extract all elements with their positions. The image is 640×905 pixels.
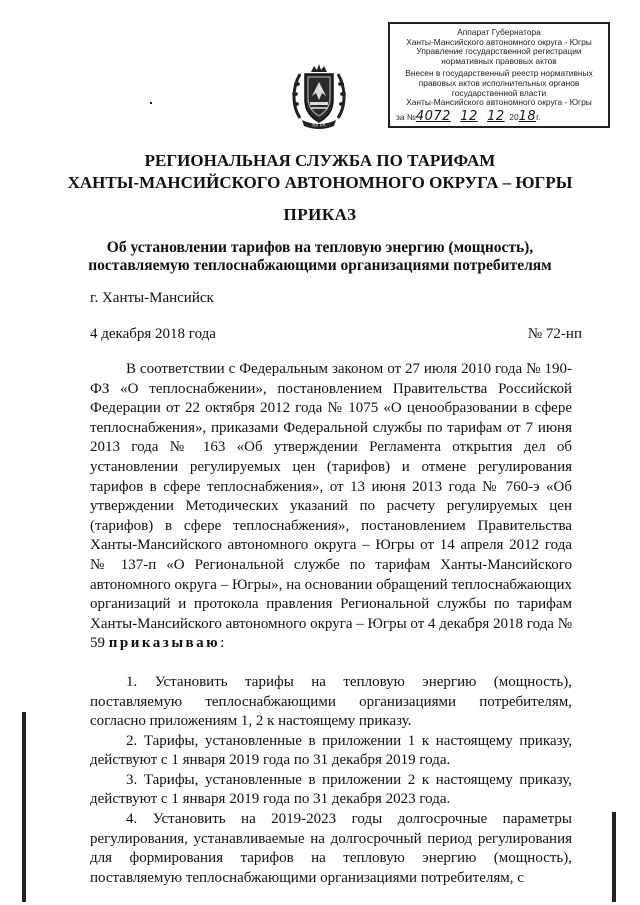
- order-item: 3. Тарифы, установленные в приложении 2 к настоящему приказу, действуют с 1 января 2019 года по 31 декабря 2023 года.: [90, 771, 572, 808]
- subject-line-1: Об установлении тарифов на тепловую энергию (мощность),: [106, 239, 534, 256]
- order-item: 2. Тарифы, установленные в приложении 1 к настоящему приказу, действуют с 1 января 2019 года по 31 декабря 2019 года.: [90, 732, 572, 769]
- order-item: 4. Установить на 2019-2023 годы долгосрочные параметры регулирования, устанавливаемые на долгосрочный период регулирования для формирования тарифов на тепловую энергию (мощность), поставляемую теплоснабжающими организациями потребителям, с: [90, 811, 572, 886]
- stamp-line: государственной власти: [451, 88, 547, 98]
- city: г. Ханты-Мансийск: [90, 290, 214, 306]
- stamp-reg-number: 4072: [415, 109, 451, 125]
- stamp-line: Ханты-Мансийского автономного округа - Югры: [406, 37, 592, 47]
- organization-name-line-1: РЕГИОНАЛЬНАЯ СЛУЖБА ПО ТАРИФАМ: [144, 151, 496, 170]
- stamp-line: нормативных правовых актов: [441, 56, 557, 66]
- order-word: приказываю: [108, 635, 221, 652]
- subject-line-2: поставляемую теплоснабжающими организациями потребителям: [88, 257, 552, 274]
- document-type: ПРИКАЗ: [283, 205, 357, 224]
- registration-stamp: [388, 22, 610, 128]
- organization-name-line-2: ХАНТЫ-МАНСИЙСКОГО АВТОНОМНОГО ОКРУГА – ЮГРЫ: [67, 173, 573, 192]
- stamp-reg-day: 12: [460, 109, 478, 125]
- stamp-line: правовых актов исполнительных органов: [418, 78, 580, 88]
- emblem-label: ЮГРА: [312, 123, 326, 129]
- scan-speck: [150, 102, 152, 104]
- stamp-line: Ханты-Мансийского автономного округа - Югры: [406, 98, 592, 108]
- order-item: 1. Установить тарифы на тепловую энергию (мощность), поставляемую теплоснабжающими организациями потребителям, согласно приложениям 1, 2 к настоящему приказу.: [90, 673, 572, 730]
- order-items: [90, 673, 572, 889]
- stamp-line: Аппарат Губернатора: [457, 28, 541, 37]
- scan-edge-mark: [22, 712, 26, 902]
- coat-of-arms-icon: [290, 60, 348, 132]
- document-date: 4 декабря 2018 года: [90, 326, 216, 342]
- stamp-reg-year: 18: [518, 109, 537, 125]
- preamble-text: В соответствии с Федеральным законом от 27 июля 2010 года № 190-ФЗ «О теплоснабжении», постановлением Правительства Российской Федерации от 22 октября 2012 года № 1075 «О ценообразовании в сфере теплоснабжения», приказами Федеральной службы по тарифам от 7 июня 2013 года № 163 «Об утверждении Регламента открытия дел об установлении регулируемых цен (тарифов) и отмене регулирования тарифов в сфере теплоснабжения», от 13 июня 2013 года № 760-э «Об утверждении Методических указаний по расчету регулируемых цен (тарифов) в сфере теплоснабжения», постановлением Правительства Ханты-Мансийского автономного округа – Югры от 14 апреля 2012 года № 137-п «О Региональной службе по тарифам Ханты-Мансийского автономного округа – Югры», на основании обращений теплоснабжающих организаций и протокола правления Региональной службы по тарифам Ханты-Мансийского автономного округа – Югры от 4 декабря 2018 года № 59: [90, 361, 572, 652]
- stamp-line: Внесен в государственный реестр нормативных: [405, 69, 593, 79]
- stamp-reg-year-prefix: 20: [509, 112, 519, 123]
- document-body: [90, 360, 572, 888]
- document-number: № 72-нп: [527, 326, 582, 342]
- stamp-reg-prefix: за №: [396, 112, 416, 123]
- stamp-reg-suffix: г.: [536, 112, 541, 123]
- stamp-registration-line: [396, 109, 606, 125]
- order-colon: :: [220, 635, 225, 652]
- stamp-reg-month: 12: [487, 109, 505, 125]
- preamble-paragraph: [90, 360, 572, 654]
- scan-edge-mark: [612, 812, 616, 902]
- stamp-line: Управление государственной регистрации: [416, 47, 582, 57]
